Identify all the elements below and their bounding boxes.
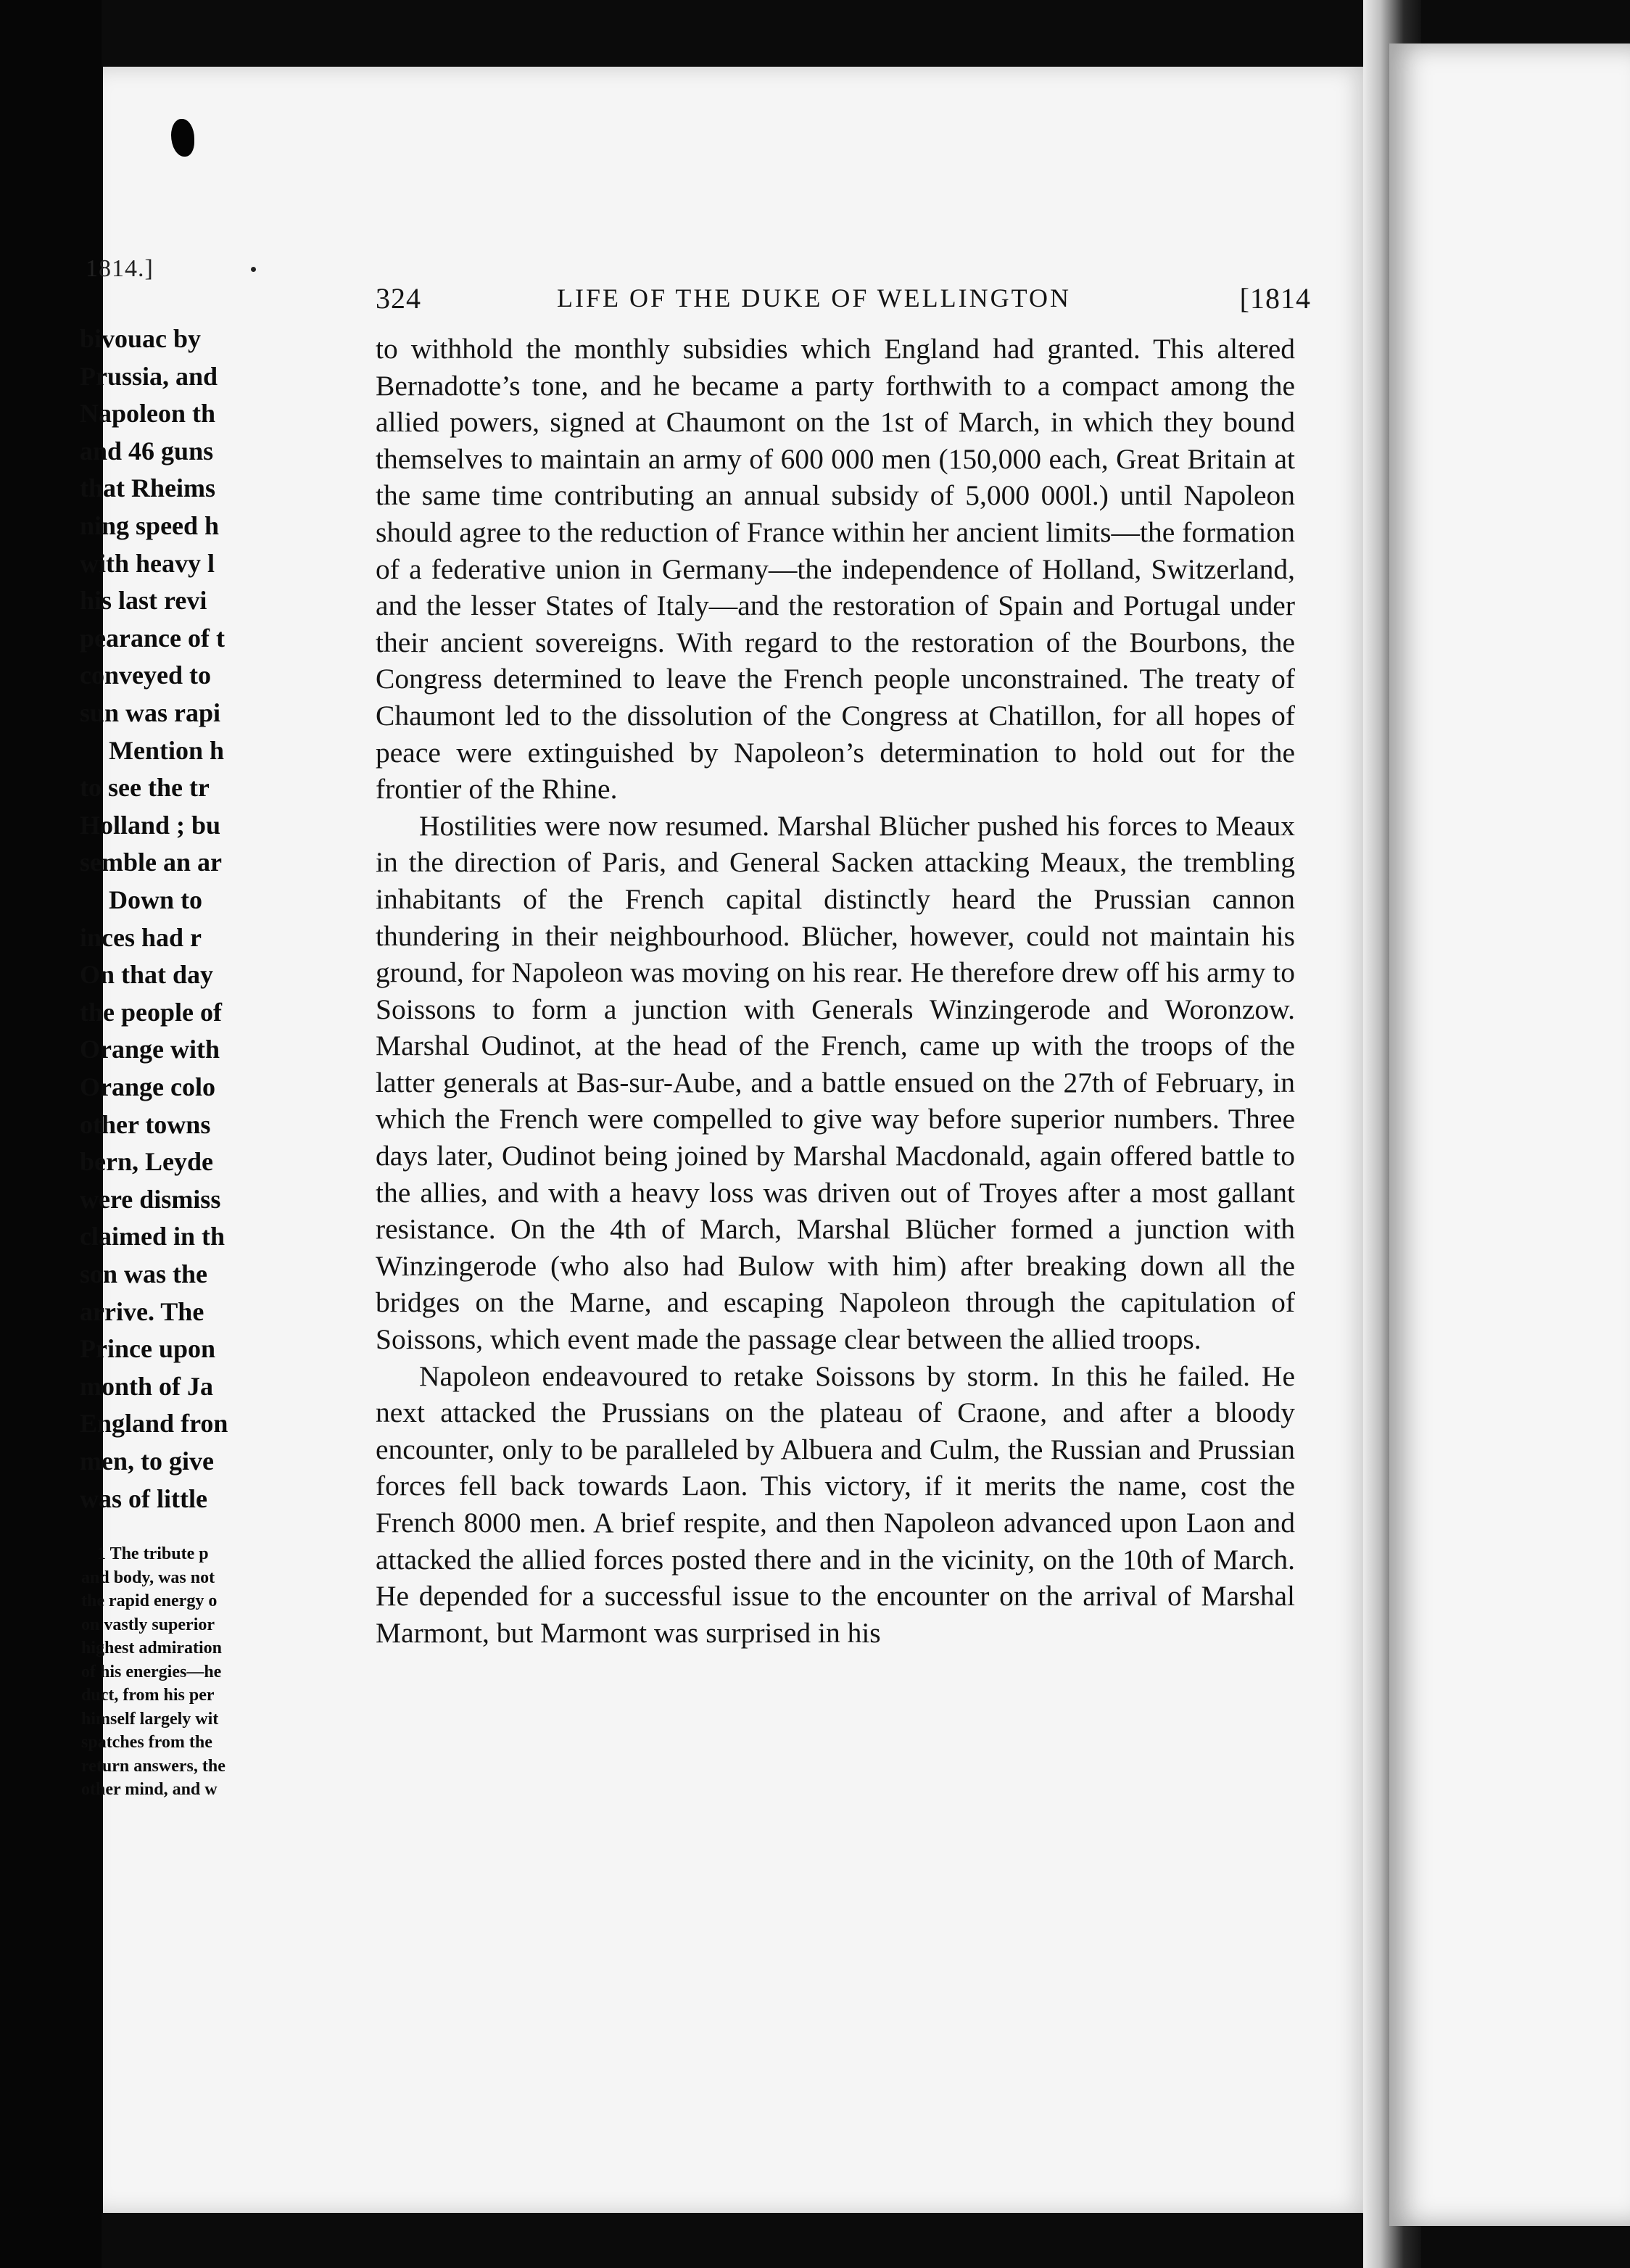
- right-text-line: conveyed to: [80, 661, 211, 690]
- right-text-line: to see the tr: [80, 773, 210, 803]
- right-text-line: sun was rapi: [80, 698, 221, 727]
- right-text-line: arrive. The: [80, 1296, 204, 1326]
- footnote-line: other mind, and w: [81, 1780, 218, 1799]
- right-page: [1389, 44, 1630, 2226]
- ink-speck: [251, 267, 256, 272]
- right-text-line: his last revi: [80, 586, 207, 616]
- right-text-line: claimed in th: [80, 1222, 226, 1251]
- footnote-line: duct, from his per: [81, 1686, 215, 1705]
- right-text-line: On that day: [80, 960, 214, 990]
- footnote-line: on vastly superior: [81, 1615, 215, 1634]
- paragraph: Hostilities were now resumed. Marshal Blücher pushed his forces to Meaux in the direction of Paris, and General Sacken attacking Meaux, the trembling inhabitants of the French capital distinctly heard the Prussian cannon thundering in their neighbourhood. Blücher, however, could not maintain his ground, for Napoleon was moving on his rear. He therefore drew off his army to Soissons to form a junction with Generals Winzingerode and Woronzow. Marshal Oudinot, at the head of the French, came up with the troops of the latter generals at Bas-sur-Aube, and a battle ensued on the 27th of February, in which the French were compelled to give way before superior numbers. Three days later, Oudinot being joined by Marshal Macdonald, again offered battle to the allies, and with a heavy loss was driven out of Troyes after a most gallant resistance. On the 4th of March, Marshal Blücher formed a junction with Winzingerode (who also had Bulow with him) after breaking down all the bridges on the Marne, and escaping Napoleon through the capitulation of Soissons, which event made the passage clear between the allied troops.: [376, 809, 1295, 1356]
- footnote-line: and body, was not: [81, 1568, 215, 1587]
- page-number: 324: [376, 282, 421, 315]
- right-text-line: Orange with: [80, 1035, 220, 1064]
- running-title: LIFE OF THE DUKE OF WELLINGTON: [557, 284, 1071, 313]
- right-text-line: other towns: [80, 1109, 211, 1139]
- right-text-line: semble an ar: [80, 848, 222, 877]
- footnote-line: himself largely wit: [81, 1709, 219, 1729]
- right-text-line: with heavy l: [80, 548, 215, 578]
- right-text-line: that Rheims: [80, 473, 215, 503]
- right-text-line: Napoleon th: [80, 399, 216, 429]
- right-text-line: son was the: [80, 1259, 208, 1288]
- right-text-line: Prussia, and: [80, 361, 218, 391]
- right-running-year: 1814.]: [86, 255, 154, 282]
- right-text-line: Down to: [109, 885, 203, 914]
- footnote-line: highest admiration: [81, 1639, 223, 1657]
- right-text-line: bivouac by: [80, 324, 202, 353]
- right-text-line: and 46 guns: [80, 436, 214, 465]
- right-text-line: men, to give: [80, 1447, 214, 1476]
- right-text-line: inces had r: [80, 922, 202, 952]
- paragraph: to withhold the monthly subsidies which England had granted. This altered Bernadotte’s tone, and he became a party forthwith to a compact among the allied powers, signed at Chaumont on the 1st of March, in which they bound themselves to maintain an army of 600 000 men (150,000 each, Great Britain at the same time contributing an annual subsidy of 5,000 000l.) until Napoleon should agree to the reduction of France within her ancient limits—the formation of a federative union in Germany—the independence of Holland, Switzerland, and the lesser States of Italy—and the restoration of Spain and Portugal under their ancient sovereigns. With regard to the restoration of the Bourbons, the Congress determined to leave the French people unconstrained. The treaty of Chaumont led to the dissolution of the Congress at Chatillon, for all hopes of peace were extinguished by Napoleon’s determination to hold out for the frontier of the Rhine.: [376, 333, 1295, 806]
- body-text: [376, 331, 1295, 1651]
- footnote-line: return answers, the: [81, 1756, 226, 1776]
- right-text-line: the people of: [80, 997, 222, 1027]
- right-text-line: ning speed h: [80, 511, 220, 540]
- paragraph: Napoleon endeavoured to retake Soissons by storm. In this he failed. He next attacked the Prussians on the plateau of Craone, and after a bloody encounter, only to be paralleled by Albuera and Culm, the Russian and Prussian forces fell back towards Laon. This victory, if it merits the name, cost the French 8000 men. A brief respite, and then Napoleon advanced upon Laon and attacked the allied forces posted there and in the vicinity, on the 10th of March. He depended for a successful issue to the encounter on the arrival of Marshal Marmont, but Marmont was surprised in his: [376, 1359, 1295, 1649]
- right-text-line: were dismiss: [80, 1184, 221, 1214]
- running-head: [376, 281, 1311, 318]
- right-text-line: Prince upon: [80, 1334, 216, 1364]
- footnote-line: of his energies—he: [81, 1662, 222, 1681]
- right-text-line: Orange colo: [80, 1072, 215, 1101]
- right-text-line: England fron: [80, 1409, 228, 1439]
- right-text-line: bern, Leyde: [80, 1147, 213, 1177]
- running-year: [1814: [1239, 282, 1311, 315]
- right-text-line: Mention h: [109, 735, 225, 765]
- right-text-line: Holland ; bu: [80, 810, 221, 840]
- right-text-line: was of little: [80, 1483, 207, 1513]
- footnote-line: the rapid energy o: [81, 1592, 218, 1610]
- right-text-line: month of Ja: [80, 1371, 214, 1401]
- right-text-line: pearance of t: [80, 623, 225, 653]
- footnote-line: spatches from the: [81, 1733, 212, 1752]
- footnote-line: 1 The tribute p: [97, 1544, 209, 1563]
